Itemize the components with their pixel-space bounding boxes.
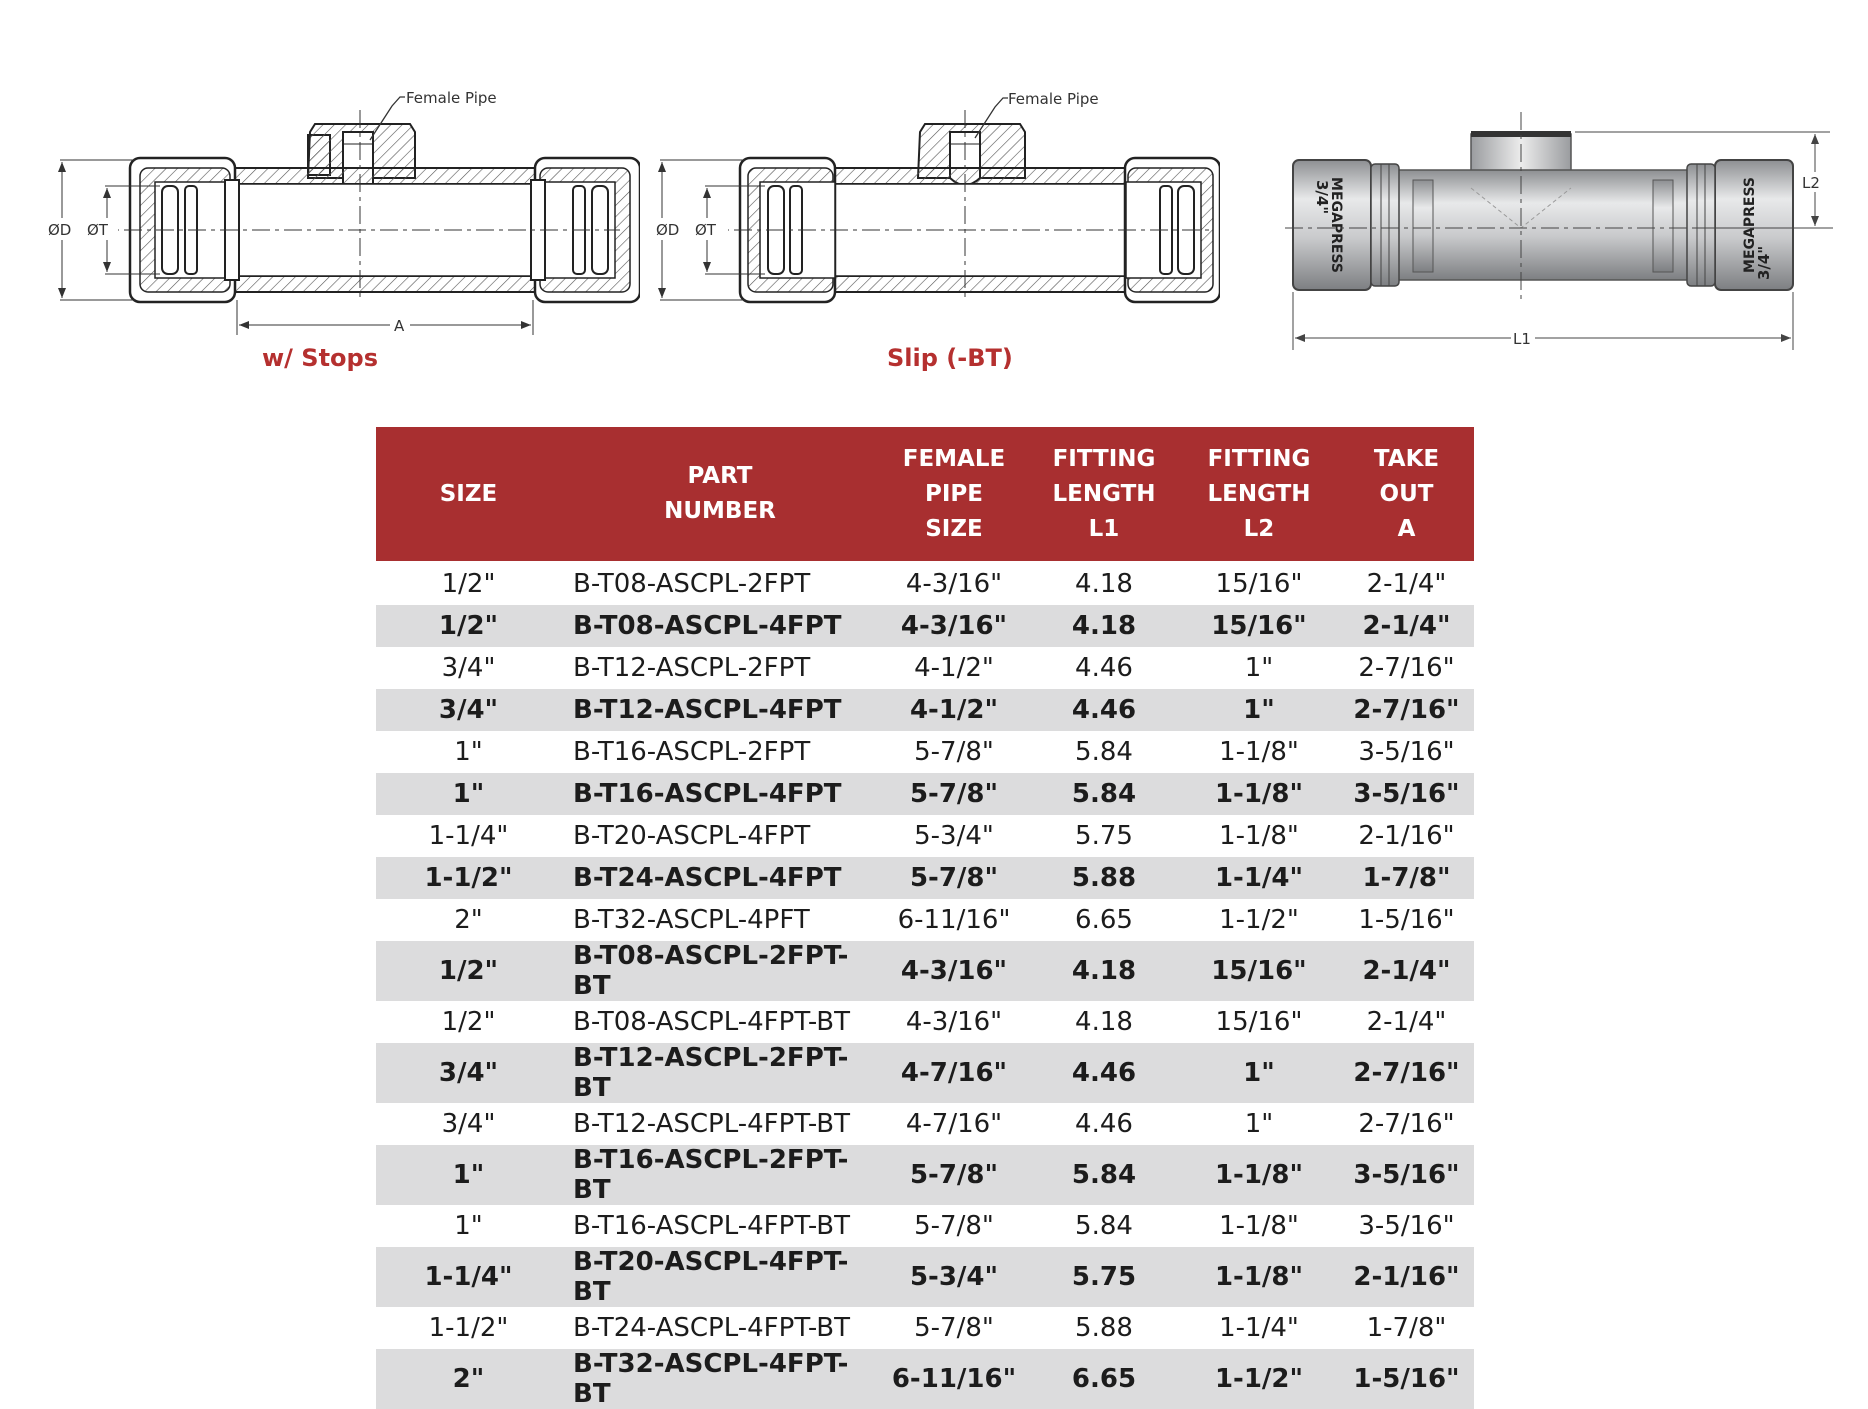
cell-size: 1" — [376, 773, 561, 815]
take-out-a-label: A — [394, 317, 405, 335]
cell-female-pipe-size: 5-7/8" — [879, 773, 1029, 815]
cell-take-out-a: 2-1/4" — [1339, 605, 1474, 647]
female-pipe-callout: Female Pipe — [1008, 90, 1099, 108]
cell-female-pipe-size: 4-3/16" — [879, 605, 1029, 647]
cell-take-out-a: 1-7/8" — [1366, 1313, 1447, 1343]
table-row — [376, 1205, 1474, 1247]
cell-take-out-a: 1-5/16" — [1358, 905, 1455, 935]
stops-caption: w/ Stops — [262, 344, 379, 372]
table-row — [376, 1145, 1474, 1205]
cell-size: 1-1/4" — [376, 1247, 561, 1307]
cell-part-number: B-T08-ASCPL-4FPT-BT — [573, 1007, 850, 1037]
cell-size: 1" — [376, 1145, 561, 1205]
cell-size: 3/4" — [376, 1043, 561, 1103]
cell-part-number: B-T16-ASCPL-2FPT — [573, 737, 811, 767]
cell-take-out-a: 2-7/16" — [1339, 689, 1474, 731]
cell-part-number: B-T32-ASCPL-4PFT — [573, 905, 810, 935]
cell-fitting-length-l1: 4.18 — [1075, 1007, 1133, 1037]
header-line: TAKE — [1373, 445, 1440, 472]
cell-female-pipe-size: 5-7/8" — [914, 737, 994, 767]
cell-take-out-a: 2-7/16" — [1358, 653, 1455, 683]
cell-female-pipe-size: 4-3/16" — [905, 1007, 1003, 1037]
cell-size: 1-1/4" — [428, 821, 509, 851]
brand-marking-left: MEGAPRESS — [1328, 177, 1344, 273]
cell-fitting-length-l2: 1" — [1244, 1109, 1274, 1139]
cell-fitting-length-l1: 5.84 — [1075, 737, 1133, 767]
table-row — [376, 1307, 1474, 1349]
cell-take-out-a: 3-5/16" — [1358, 1211, 1455, 1241]
cell-female-pipe-size: 4-7/16" — [879, 1043, 1029, 1103]
cell-female-pipe-size: 5-7/8" — [914, 1211, 994, 1241]
cell-female-pipe-size: 5-7/8" — [914, 1313, 994, 1343]
header-line: FITTING — [1052, 445, 1156, 472]
cell-take-out-a: 2-1/16" — [1358, 821, 1455, 851]
slip-caption: Slip (-BT) — [887, 344, 1013, 372]
cell-fitting-length-l1: 4.46 — [1075, 1109, 1133, 1139]
cell-part-number: B-T20-ASCPL-4FPT — [573, 821, 811, 851]
cell-fitting-length-l2: 15/16" — [1179, 941, 1339, 1001]
table-header-row — [376, 427, 1474, 561]
cell-female-pipe-size: 4-1/2" — [879, 689, 1029, 731]
header-line: FITTING — [1207, 445, 1311, 472]
cell-fitting-length-l1: 5.84 — [1075, 1211, 1133, 1241]
cell-fitting-length-l1: 5.84 — [1029, 773, 1179, 815]
cell-fitting-length-l1: 6.65 — [1029, 1349, 1179, 1409]
female-pipe-callout: Female Pipe — [406, 89, 497, 107]
header-line: NUMBER — [664, 498, 776, 524]
cell-fitting-length-l2: 1-1/8" — [1219, 821, 1299, 851]
table-row — [376, 1103, 1474, 1145]
table-row — [376, 857, 1474, 899]
cell-female-pipe-size: 6-11/16" — [897, 905, 1011, 935]
cell-take-out-a: 1-7/8" — [1339, 857, 1474, 899]
cell-fitting-length-l2: 15/16" — [1215, 1007, 1303, 1037]
cell-size: 1/2" — [441, 569, 496, 599]
cell-size: 1" — [454, 1211, 483, 1241]
cell-size: 1" — [454, 737, 483, 767]
cell-fitting-length-l2: 1-1/2" — [1179, 1349, 1339, 1409]
section-drawing-with-stops — [40, 0, 640, 350]
header-part-number — [561, 427, 879, 561]
header-size — [376, 427, 561, 561]
cell-female-pipe-size: 5-3/4" — [879, 1247, 1029, 1307]
cell-fitting-length-l1: 5.88 — [1029, 857, 1179, 899]
size-marking-left: 3/4" — [1313, 180, 1331, 215]
l1-label: L1 — [1513, 330, 1531, 348]
table-row — [376, 605, 1474, 647]
cell-size: 3/4" — [441, 1109, 496, 1139]
header-fitting-length-l2 — [1179, 427, 1339, 561]
cell-size: 2" — [376, 1349, 561, 1409]
cell-take-out-a: 2-7/16" — [1339, 1043, 1474, 1103]
header-line: A — [1397, 515, 1416, 542]
cell-fitting-length-l2: 1-1/2" — [1219, 905, 1299, 935]
cell-fitting-length-l1: 4.18 — [1075, 569, 1133, 599]
cell-female-pipe-size: 4-3/16" — [879, 941, 1029, 1001]
cell-part-number: B-T16-ASCPL-4FPT — [561, 773, 879, 815]
table-row — [376, 731, 1474, 773]
header-line: L1 — [1088, 515, 1120, 542]
cell-part-number: B-T12-ASCPL-4FPT-BT — [573, 1109, 850, 1139]
cell-size: 1/2" — [376, 605, 561, 647]
cell-fitting-length-l1: 5.75 — [1029, 1247, 1179, 1307]
cell-female-pipe-size: 6-11/16" — [879, 1349, 1029, 1409]
diameter-d-label: ØD — [48, 221, 72, 239]
cell-fitting-length-l1: 4.46 — [1075, 653, 1133, 683]
cell-part-number: B-T12-ASCPL-2FPT-BT — [561, 1043, 879, 1103]
cell-size: 1-1/2" — [376, 857, 561, 899]
cell-fitting-length-l2: 15/16" — [1215, 569, 1303, 599]
cell-take-out-a: 2-1/4" — [1366, 1007, 1447, 1037]
cell-fitting-length-l2: 1-1/4" — [1219, 1313, 1299, 1343]
cell-part-number: B-T16-ASCPL-4FPT-BT — [573, 1211, 850, 1241]
cell-fitting-length-l2: 1" — [1179, 1043, 1339, 1103]
cell-fitting-length-l1: 5.75 — [1075, 821, 1133, 851]
header-line: OUT — [1379, 480, 1434, 507]
header-line: SIZE — [439, 480, 498, 507]
table-row — [376, 1001, 1474, 1043]
cell-female-pipe-size: 5-7/8" — [879, 1145, 1029, 1205]
table-body — [376, 561, 1474, 1409]
cell-size: 3/4" — [376, 689, 561, 731]
header-line: PIPE — [925, 480, 983, 507]
cell-size: 1/2" — [441, 1007, 496, 1037]
cell-part-number: B-T20-ASCPL-4FPT-BT — [561, 1247, 879, 1307]
cell-fitting-length-l1: 4.18 — [1029, 605, 1179, 647]
section-drawing-slip — [650, 0, 1220, 350]
table-row — [376, 773, 1474, 815]
table-row — [376, 941, 1474, 1001]
cell-part-number: B-T12-ASCPL-4FPT — [561, 689, 879, 731]
cell-part-number: B-T08-ASCPL-2FPT — [573, 569, 811, 599]
cell-fitting-length-l2: 1" — [1244, 653, 1274, 683]
cell-fitting-length-l1: 4.46 — [1029, 1043, 1179, 1103]
diameter-d-label: ØD — [656, 221, 680, 239]
cell-take-out-a: 1-5/16" — [1339, 1349, 1474, 1409]
l2-label: L2 — [1802, 174, 1820, 192]
cell-fitting-length-l2: 1-1/8" — [1219, 737, 1299, 767]
header-line: LENGTH — [1052, 480, 1156, 507]
size-marking-right: 3/4" — [1755, 245, 1773, 280]
cell-female-pipe-size: 5-3/4" — [914, 821, 994, 851]
header-line: SIZE — [925, 515, 983, 542]
header-take-out-a — [1339, 427, 1474, 561]
cell-size: 2" — [454, 905, 483, 935]
header-fitting-length-l1 — [1029, 427, 1179, 561]
cell-fitting-length-l2: 1-1/4" — [1179, 857, 1339, 899]
table-row — [376, 1349, 1474, 1409]
cell-part-number: B-T12-ASCPL-2FPT — [573, 653, 811, 683]
cell-female-pipe-size: 5-7/8" — [879, 857, 1029, 899]
cell-size: 1/2" — [376, 941, 561, 1001]
header-line: FEMALE — [902, 445, 1006, 472]
cell-take-out-a: 2-1/4" — [1339, 941, 1474, 1001]
cell-size: 1-1/2" — [428, 1313, 509, 1343]
cell-fitting-length-l1: 5.84 — [1029, 1145, 1179, 1205]
table-row — [376, 1043, 1474, 1103]
cell-female-pipe-size: 4-1/2" — [914, 653, 994, 683]
table-row — [376, 1247, 1474, 1307]
brand-marking-right: MEGAPRESS — [1742, 177, 1758, 273]
fitting-photo — [1285, 0, 1845, 360]
cell-take-out-a: 3-5/16" — [1358, 737, 1455, 767]
cell-fitting-length-l1: 4.18 — [1029, 941, 1179, 1001]
cell-take-out-a: 3-5/16" — [1339, 773, 1474, 815]
cell-part-number: B-T32-ASCPL-4FPT-BT — [561, 1349, 879, 1409]
diameter-t-label: ØT — [87, 221, 108, 239]
cell-fitting-length-l2: 1-1/8" — [1179, 1145, 1339, 1205]
cell-fitting-length-l2: 1-1/8" — [1179, 773, 1339, 815]
cell-fitting-length-l2: 15/16" — [1179, 605, 1339, 647]
cell-part-number: B-T08-ASCPL-2FPT-BT — [561, 941, 879, 1001]
table-row — [376, 563, 1474, 605]
cell-female-pipe-size: 4-3/16" — [905, 569, 1003, 599]
table-row — [376, 815, 1474, 857]
cell-part-number: B-T24-ASCPL-4FPT-BT — [573, 1313, 850, 1343]
header-female-pipe-size — [879, 427, 1029, 561]
cell-take-out-a: 2-1/4" — [1366, 569, 1447, 599]
cell-fitting-length-l2: 1" — [1179, 689, 1339, 731]
cell-take-out-a: 2-1/16" — [1339, 1247, 1474, 1307]
cell-fitting-length-l2: 1-1/8" — [1179, 1247, 1339, 1307]
cell-female-pipe-size: 4-7/16" — [905, 1109, 1003, 1139]
cell-fitting-length-l2: 1-1/8" — [1219, 1211, 1299, 1241]
header-line: PART — [687, 463, 753, 489]
table-row — [376, 647, 1474, 689]
cell-fitting-length-l1: 4.46 — [1029, 689, 1179, 731]
cell-part-number: B-T24-ASCPL-4FPT — [561, 857, 879, 899]
cell-part-number: B-T08-ASCPL-4FPT — [561, 605, 879, 647]
header-line: L2 — [1243, 515, 1275, 542]
table-row — [376, 689, 1474, 731]
diameter-t-label: ØT — [695, 221, 716, 239]
cell-take-out-a: 3-5/16" — [1339, 1145, 1474, 1205]
cell-size: 3/4" — [441, 653, 496, 683]
cell-fitting-length-l1: 6.65 — [1075, 905, 1133, 935]
header-line: LENGTH — [1207, 480, 1311, 507]
cell-fitting-length-l1: 5.88 — [1075, 1313, 1133, 1343]
spec-table — [376, 427, 1474, 1409]
cell-part-number: B-T16-ASCPL-2FPT-BT — [561, 1145, 879, 1205]
table-row — [376, 899, 1474, 941]
cell-take-out-a: 2-7/16" — [1358, 1109, 1455, 1139]
